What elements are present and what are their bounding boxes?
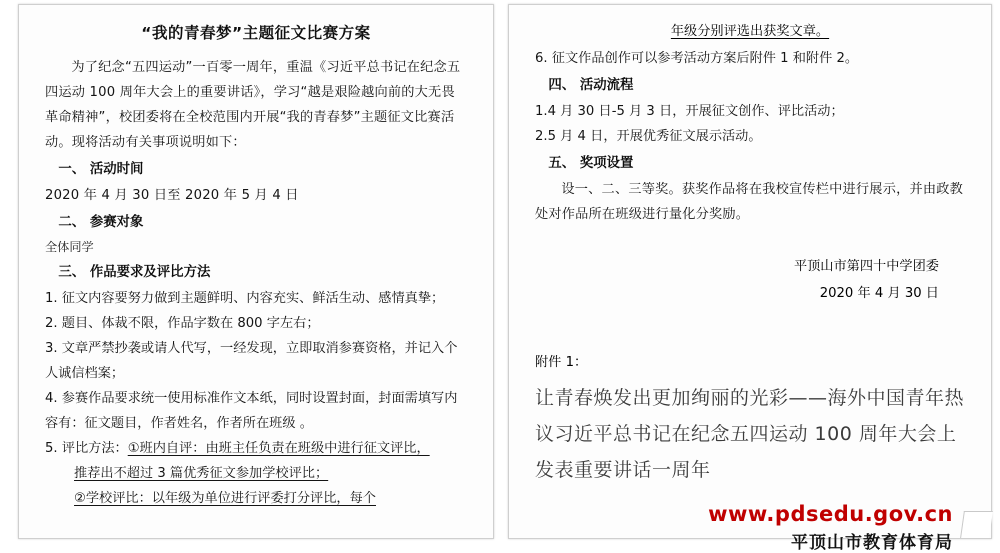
watermark-org: 平顶山市教育体育局 — [791, 533, 953, 553]
page-right-content — [509, 5, 991, 553]
watermark-url: www.pdsedu.gov.cn — [708, 502, 953, 526]
page-title: “我的青春梦”主题征文比赛方案 — [141, 24, 371, 42]
continued-line: 年级分别评选出获奖文章。 — [670, 24, 830, 39]
signature-date: 2020 年 4 月 30 日 — [819, 286, 939, 301]
awards-paragraph: 设一、二、三等奖。获奖作品将在我校宣传栏中进行展示，并由政教处对作品所在班级进行量化分奖励。 — [535, 182, 964, 222]
evaluation-method-item-3: ②学校评比：以年级为单位进行评委打分评比，每个 — [74, 491, 376, 506]
section-heading-time: 一、 活动时间 — [58, 162, 144, 177]
requirement-item-2: 2. 题目、体裁不限，作品字数在 800 字左右； — [45, 316, 320, 331]
section-heading-participants: 二、 参赛对象 — [58, 215, 144, 230]
attachment-title: 让青春焕发出更加绚丽的光彩——海外中国青年热议习近平总书记在纪念五四运动 100 周年大会上发表重要讲话一周年 — [535, 387, 965, 481]
page-corner-fold — [960, 511, 993, 538]
page-left-content — [19, 5, 493, 538]
evaluation-method-item-1: ①班内自评：由班主任负责在班级中进行征文评比， — [127, 441, 430, 456]
section-heading-awards: 五、 奖项设置 — [548, 156, 634, 171]
requirement-item-4: 4. 参赛作品要求统一使用标准作文本纸，同时设置封面，封面需填写内容有：征文题目，作者姓名，作者所在班级 。 — [45, 391, 458, 431]
process-item-2: 2.5 月 4 日，开展优秀征文展示活动。 — [535, 129, 762, 144]
section-participants-line: 全体同学 — [45, 240, 94, 254]
document-page-left — [18, 4, 494, 539]
evaluation-method-label — [45, 436, 467, 461]
section-heading-process: 四、 活动流程 — [548, 78, 634, 93]
evaluation-method-label-text: 5. 评比方法： — [45, 441, 128, 456]
intro-paragraph: 为了纪念“五四运动”一百零一周年，重温《习近平总书记在纪念五四运动 100 周年大会上的重要讲话》，学习“越是艰险越向前的大无畏革命精神”，校团委将在全校范围内开展“我的青春梦”主题征文比赛活动。现将活动有关事项说明如下： — [45, 60, 461, 150]
section-time-line: 2020 年 4 月 30 日至 2020 年 5 月 4 日 — [45, 188, 299, 203]
requirement-item-3: 3. 文章严禁抄袭或请人代写，一经发现，立即取消参赛资格，并记入个人诚信档案； — [45, 341, 458, 381]
attachment-label: 附件 1： — [535, 355, 588, 370]
requirement-item-6: 6. 征文作品创作可以参考活动方案后附件 1 和附件 2。 — [535, 51, 859, 66]
signature-org: 平顶山市第四十中学团委 — [793, 259, 939, 274]
requirement-item-1: 1. 征文内容要努力做到主题鲜明、内容充实、鲜活生动、感情真挚； — [45, 291, 445, 306]
watermark-block — [535, 502, 965, 553]
document-page-right — [508, 4, 992, 553]
signature-block — [535, 253, 965, 307]
evaluation-method-item-2: 推荐出不超过 3 篇优秀征文参加学校评比； — [74, 466, 329, 481]
section-heading-requirements: 三、 作品要求及评比方法 — [58, 265, 211, 280]
process-item-1: 1.4 月 30 日-5 月 3 日，开展征文创作、评比活动； — [535, 104, 844, 119]
